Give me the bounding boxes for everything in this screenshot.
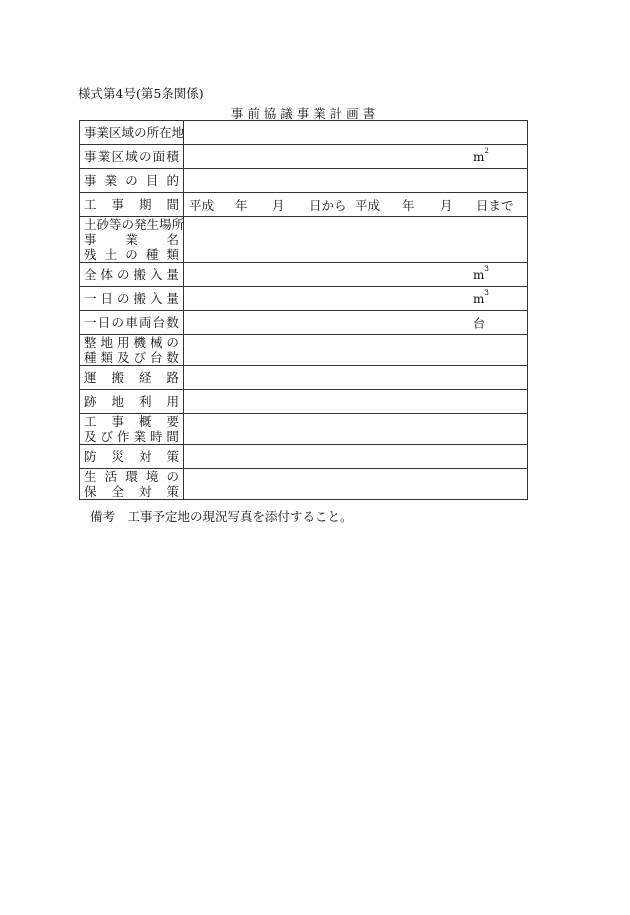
table-row-total-volume bbox=[80, 263, 528, 287]
row-label-line: 土 砂 等 の 発 生 場 所 bbox=[84, 217, 185, 232]
row-label-line: 跡 地 利 用 bbox=[84, 394, 179, 409]
row-label-work-overview bbox=[80, 414, 184, 445]
row-value-site-use[interactable] bbox=[184, 390, 528, 414]
remarks-note: 備考 工事予定地の現況写真を添付すること。 bbox=[90, 509, 353, 524]
row-label-line: 保 全 対 策 bbox=[84, 484, 179, 499]
row-label-line: 一 日 の 搬 入 量 bbox=[84, 291, 179, 306]
row-label-purpose bbox=[80, 169, 184, 193]
row-value-leveling-machines[interactable] bbox=[184, 335, 528, 366]
row-label-line: 運 搬 経 路 bbox=[84, 370, 179, 385]
row-label-site-use bbox=[80, 390, 184, 414]
row-label-location bbox=[80, 121, 184, 145]
unit-superscript: 3 bbox=[484, 264, 489, 273]
row-label-line: 防 災 対 策 bbox=[84, 449, 179, 464]
row-label-line: 工 事 期 間 bbox=[84, 197, 179, 212]
row-label-area bbox=[80, 145, 184, 169]
row-label-line: 事 業 区 域 の 面 積 bbox=[84, 149, 179, 164]
unit-label bbox=[473, 314, 485, 331]
row-label-line: 残 土 の 種 類 bbox=[84, 247, 179, 262]
row-label-line: 一 日 の 車 両 台 数 bbox=[84, 315, 179, 330]
period-month-start: 月 bbox=[272, 197, 285, 213]
period-day-until: 日まで bbox=[476, 197, 514, 213]
row-value-daily-vehicles[interactable] bbox=[184, 311, 528, 335]
row-label-daily-volume bbox=[80, 287, 184, 311]
period-day-from: 日から bbox=[309, 197, 347, 213]
row-value-soil-source[interactable] bbox=[184, 217, 528, 263]
table-row-environment-conservation bbox=[80, 469, 528, 500]
row-value-construction-period[interactable] bbox=[184, 193, 528, 217]
table-row-area bbox=[80, 145, 528, 169]
unit-label bbox=[473, 264, 489, 282]
row-label-transport-route bbox=[80, 366, 184, 390]
row-label-line: 事 業 区 域 の 所 在 地 bbox=[84, 125, 185, 140]
unit-label bbox=[473, 288, 489, 306]
period-year-start: 年 bbox=[235, 197, 248, 213]
table-row-disaster-prevention bbox=[80, 445, 528, 469]
table-row-location bbox=[80, 121, 528, 145]
document-title: 事 前 協 議 事 業 計 画 書 bbox=[230, 106, 376, 121]
row-label-line: 事 業 名 bbox=[84, 232, 179, 247]
unit-superscript: 3 bbox=[484, 288, 489, 297]
period-era-start: 平成 bbox=[189, 197, 215, 213]
row-value-environment-conservation[interactable] bbox=[184, 469, 528, 500]
table-row-leveling-machines bbox=[80, 335, 528, 366]
row-label-line: 工 事 概 要 bbox=[84, 414, 179, 429]
row-label-leveling-machines bbox=[80, 335, 184, 366]
period-era-end: 平成 bbox=[355, 197, 381, 213]
row-label-line: 整 地 用 機 械 の bbox=[84, 335, 179, 350]
row-label-environment-conservation bbox=[80, 469, 184, 500]
row-value-purpose[interactable] bbox=[184, 169, 528, 193]
period-year-end: 年 bbox=[402, 197, 415, 213]
plan-table bbox=[79, 120, 528, 500]
row-label-soil-source bbox=[80, 217, 184, 263]
row-value-location[interactable] bbox=[184, 121, 528, 145]
table-row-site-use bbox=[80, 390, 528, 414]
form-number-label: 様式第4号(第5条関係) bbox=[78, 86, 204, 101]
row-label-line: 及 び 作 業 時 間 bbox=[84, 429, 179, 444]
unit-text: m bbox=[473, 267, 485, 282]
row-value-transport-route[interactable] bbox=[184, 366, 528, 390]
table-row-purpose bbox=[80, 169, 528, 193]
row-label-line: 生 活 環 境 の bbox=[84, 469, 179, 484]
unit-text: m bbox=[473, 149, 485, 164]
row-label-disaster-prevention bbox=[80, 445, 184, 469]
plan-table-body bbox=[80, 121, 528, 500]
row-label-line: 全 体 の 搬 入 量 bbox=[84, 267, 179, 282]
row-label-construction-period bbox=[80, 193, 184, 217]
table-row-work-overview bbox=[80, 414, 528, 445]
row-value-daily-volume[interactable] bbox=[184, 287, 528, 311]
table-row-daily-vehicles bbox=[80, 311, 528, 335]
row-value-work-overview[interactable] bbox=[184, 414, 528, 445]
unit-superscript: 2 bbox=[484, 146, 489, 155]
row-value-total-volume[interactable] bbox=[184, 263, 528, 287]
row-label-line: 種 類 及 び 台 数 bbox=[84, 350, 179, 365]
unit-label bbox=[473, 146, 489, 164]
row-value-area[interactable] bbox=[184, 145, 528, 169]
unit-text: m bbox=[473, 291, 485, 306]
row-label-daily-vehicles bbox=[80, 311, 184, 335]
period-month-end: 月 bbox=[440, 197, 453, 213]
row-value-disaster-prevention[interactable] bbox=[184, 445, 528, 469]
row-label-line: 事 業 の 目 的 bbox=[84, 173, 179, 188]
unit-text: 台 bbox=[473, 316, 486, 330]
table-row-daily-volume bbox=[80, 287, 528, 311]
row-label-total-volume bbox=[80, 263, 184, 287]
table-row-soil-source bbox=[80, 217, 528, 263]
table-row-construction-period bbox=[80, 193, 528, 217]
table-row-transport-route bbox=[80, 366, 528, 390]
